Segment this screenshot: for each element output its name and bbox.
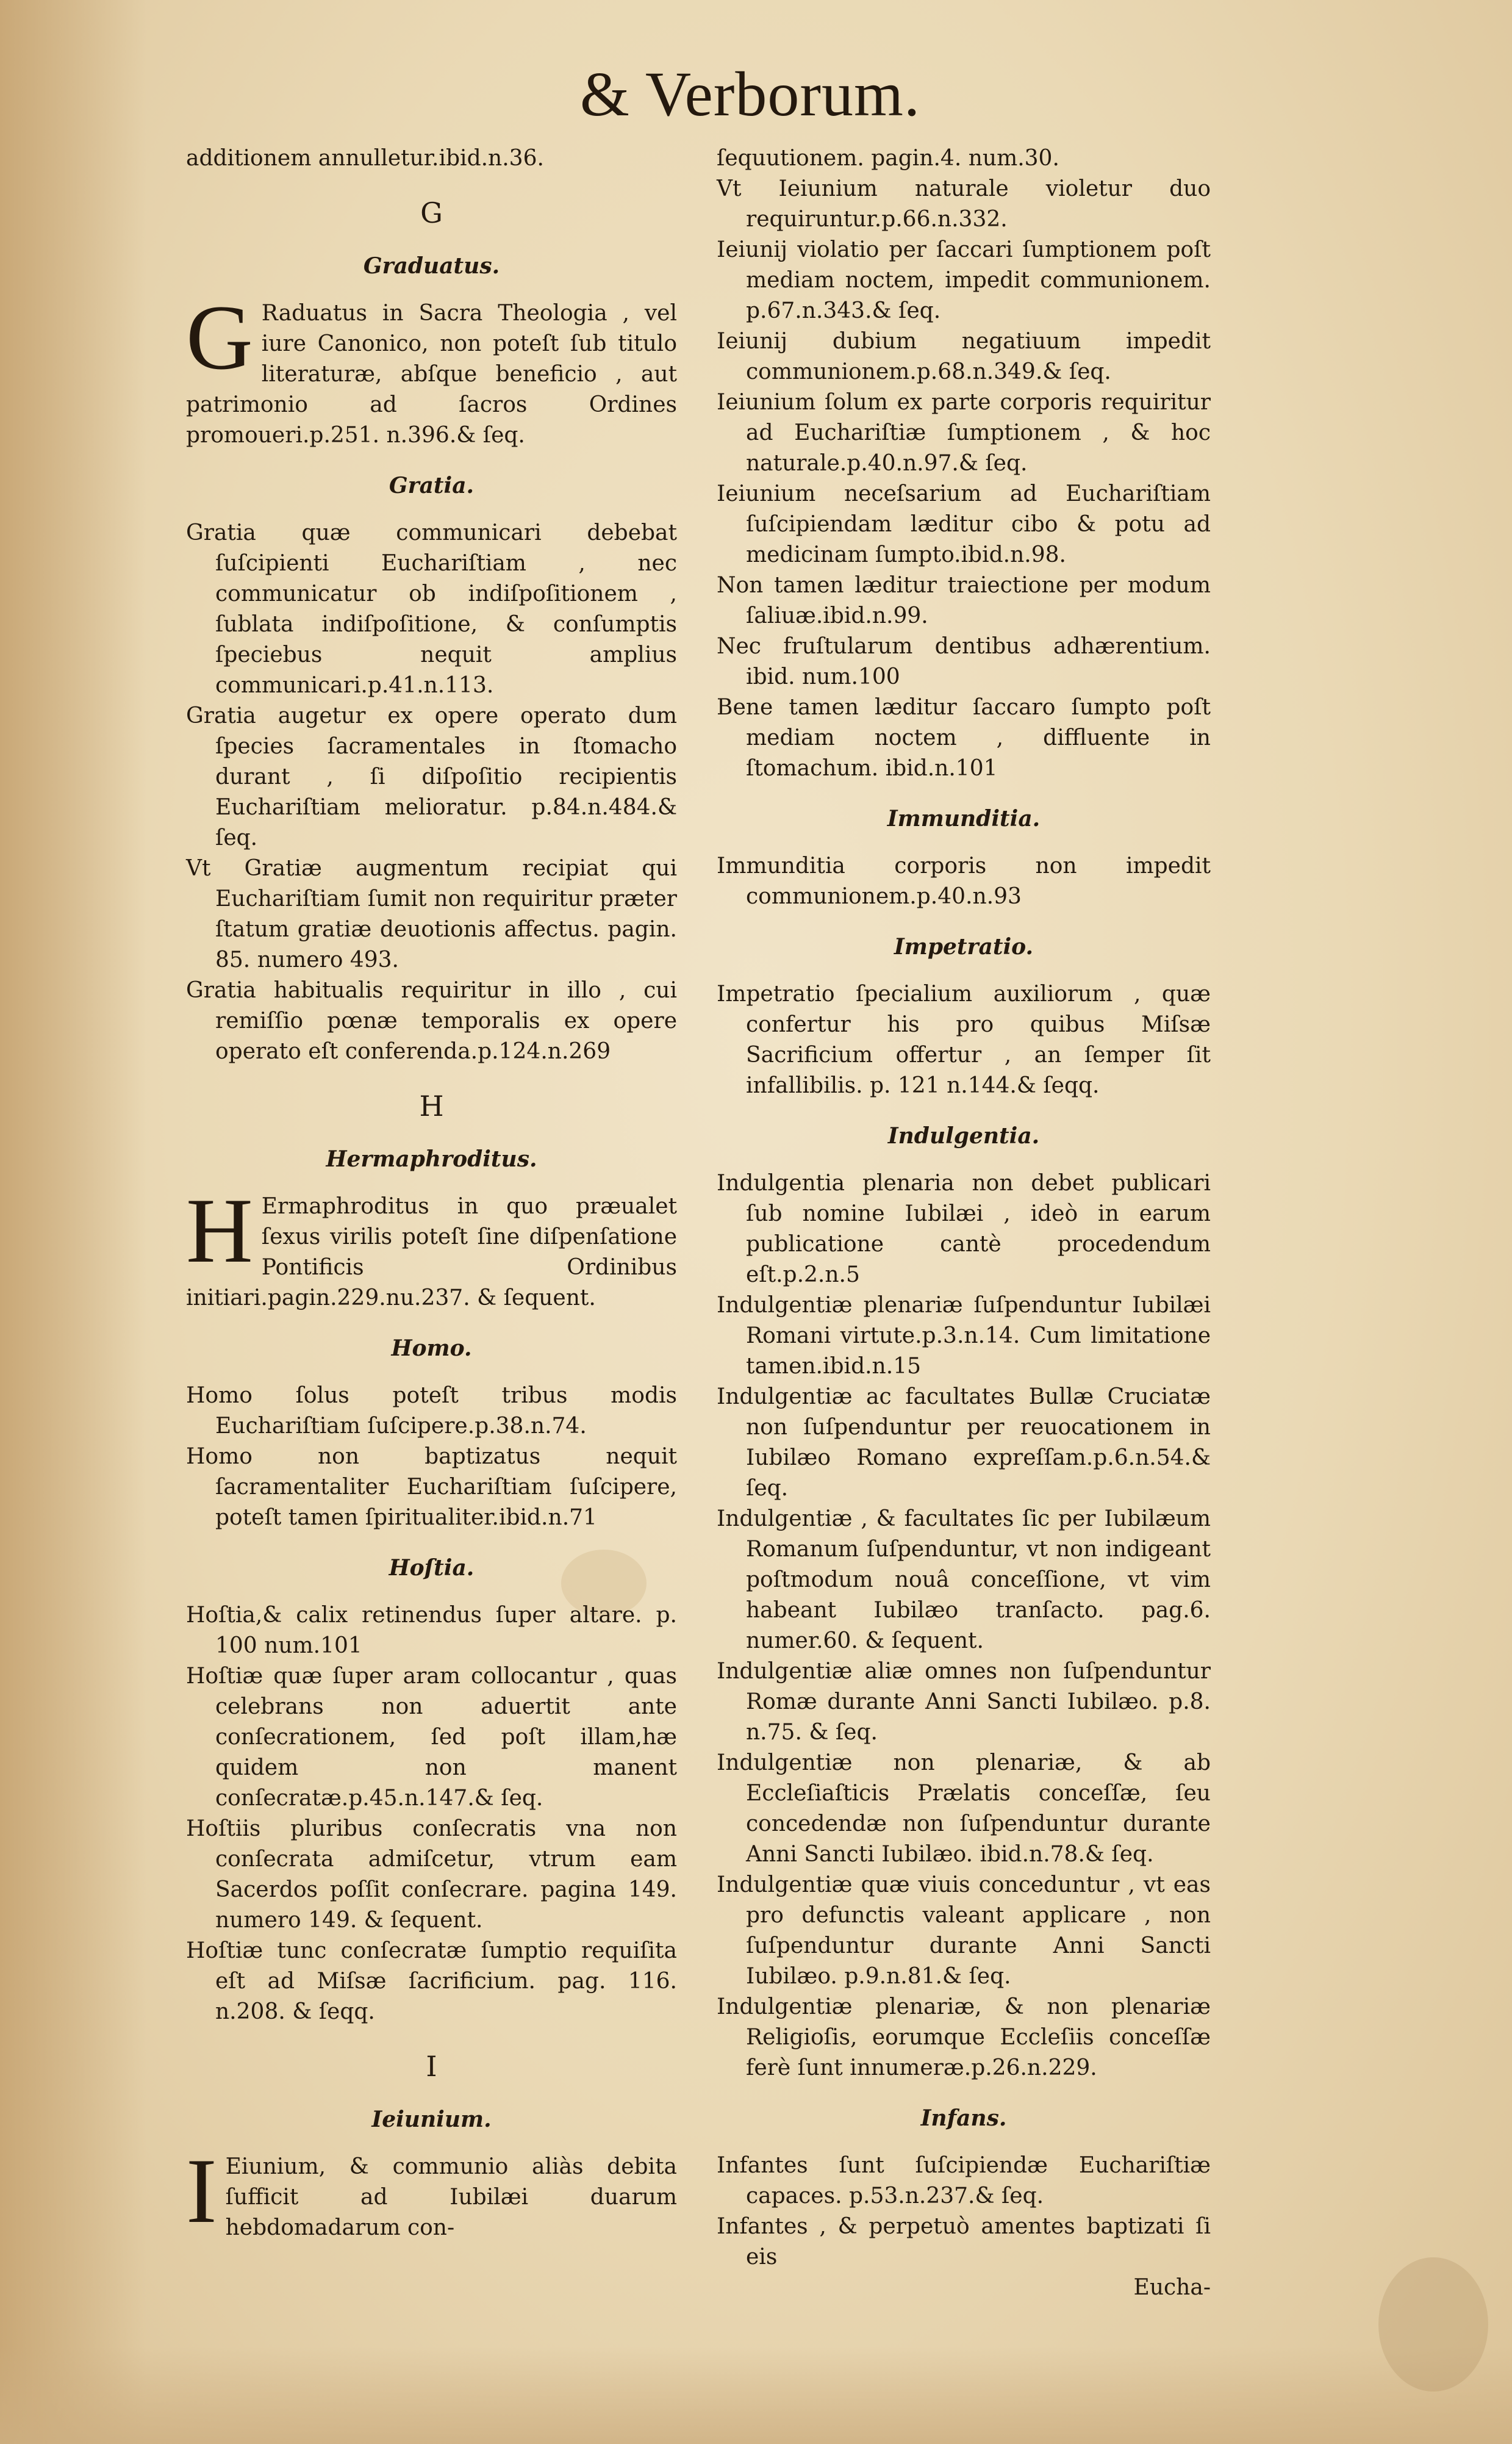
drop-cap: I (186, 2140, 217, 2242)
index-entry: Infantes ſunt ſuſcipiendæ Euchariſtiæ capaces. p.53.n.237.& ſeq. (717, 2153, 1211, 2209)
entry-text: Raduatus in Sacra Theologia , vel iure Canonico, non poteſt ſub titulo literaturæ, abſque beneficio , aut patrimonio ad ſacros Ordines promoueri.p.251. n.396.& ſeq. (186, 301, 677, 448)
index-entry (186, 1179, 677, 1314)
heading-homo: Homo. (391, 1335, 472, 1361)
index-entry: Ieiunium neceſsarium ad Euchariſtiam ſuſcipiendam læditur cibo & potu ad medicinam ſumpto.ibid.n.98. (717, 481, 1211, 567)
index-entry: Non tamen læditur traiectione per modum ſaliuæ.ibid.n.99. (717, 573, 1211, 628)
heading-hermaphroditus: Hermaphroditus. (326, 1146, 537, 1172)
heading-impetratio: Impetratio. (894, 934, 1034, 960)
section-letter-h: H (419, 1090, 444, 1123)
right-column (717, 143, 1211, 2303)
left-column (186, 143, 677, 2243)
index-entry: Indulgentiæ quæ viuis conceduntur , vt eas pro defunctis valeant applicare , non ſuſpenduntur durante Anni Sancti Iubilæo. p.9.n.81.& ſeq. (717, 1872, 1211, 1989)
index-entry: Indulgentiæ aliæ omnes non ſuſpenduntur Romæ durante Anni Sancti Iubilæo. p.8. n.75. & ſeq. (717, 1659, 1211, 1745)
index-entry (186, 286, 677, 451)
index-entry: Ieiunium ſolum ex parte corporis requiritur ad Euchariſtiæ ſumptionem , & hoc naturale.p.40.n.97.& ſeq. (717, 390, 1211, 476)
page-shadow-left (0, 0, 146, 2444)
index-entry: Bene tamen læditur ſaccaro ſumpto poſt mediam noctem , diffluente in ſtomachum. ibid.n.101 (717, 695, 1211, 781)
continuation-line: ſequutionem. pagin.4. num.30. (717, 146, 1059, 171)
page-shadow-bottom (0, 2346, 1512, 2444)
index-entry: Nec fruſtularum dentibus adhærentium. ibid. num.100 (717, 634, 1211, 689)
catchword: Eucha- (1133, 2275, 1211, 2300)
index-entry: Ieiunij dubium negatiuum impedit communionem.p.68.n.349.& ſeq. (717, 329, 1211, 384)
index-entry: Indulgentiæ plenariæ, & non plenariæ Religioſis, eorumque Eccleſiis conceſſæ ferè ſunt innumeræ.p.26.n.229. (717, 1994, 1211, 2080)
heading-ieiunium: Ieiunium. (371, 2107, 492, 2132)
index-entry: Indulgentia plenaria non debet publicari ſub nomine Iubilæi , ideò in earum publicatione cantè procedendum eſt.p.2.n.5 (717, 1171, 1211, 1287)
index-entry: Impetratio ſpecialium auxiliorum , quæ confertur his pro quibus Miſsæ Sacrificium offertur , an ſemper ſit infallibilis. p. 121 n.144.& ſeqq. (717, 982, 1211, 1098)
entry-text: Eiunium, & communio aliàs debita ſufficit ad Iubilæi duarum hebdomadarum con- (225, 2154, 677, 2240)
drop-cap: H (186, 1179, 253, 1282)
index-entry: Vt Gratiæ augmentum recipiat qui Euchariſtiam ſumit non requiritur præter ſtatum gratiæ deuotionis affectus. pagin. 85. numero 493. (186, 856, 677, 972)
index-entry: Hoſtiæ tunc conſecratæ ſumptio requiſita eſt ad Miſsæ ſacrificium. pag. 116. n.208. & ſeqq. (186, 1938, 677, 2024)
running-header: & Verborum. (580, 59, 920, 129)
heading-gratia: Gratia. (389, 473, 475, 498)
heading-graduatus: Graduatus. (363, 253, 500, 279)
section-letter-g: G (420, 196, 443, 229)
index-entry: Ieiunij violatio per ſaccari ſumptionem poſt mediam noctem, impedit communionem. p.67.n.343.& ſeq. (717, 237, 1211, 323)
paper-stain (1378, 2257, 1488, 2392)
heading-infans: Infans. (920, 2105, 1007, 2131)
index-entry: Indulgentiæ ac facultates Bullæ Cruciatæ non ſuſpenduntur per reuocationem in Iubilæo Romano expreſſam.p.6.n.54.& ſeq. (717, 1384, 1211, 1501)
index-entry: Gratia augetur ex opere operato dum ſpecies ſacramentales in ſtomacho durant , ſi diſpoſitio recipientis Euchariſtiam melioratur. p.84.n.484.& ſeq. (186, 703, 677, 850)
index-entry: Homo non baptizatus nequit ſacramentaliter Euchariſtiam ſuſcipere, poteſt tamen ſpiritualiter.ibid.n.71 (186, 1444, 677, 1530)
index-entry: Indulgentiæ non plenariæ, & ab Eccleſiaſticis Prælatis conceſſæ, ſeu concedendæ non ſuſpenduntur durante Anni Sancti Iubilæo. ibid.n.78.& ſeq. (717, 1750, 1211, 1867)
entry-text: Ermaphroditus in quo præualet ſexus virilis poteſt ſine diſpenſatione Pontificis Ordinibus initiari.pagin.229.nu.237. & ſequent. (186, 1194, 677, 1310)
section-letter-i: I (426, 2050, 437, 2083)
index-entry: Hoſtiis pluribus conſecratis vna non conſecrata admiſcetur, vtrum eam Sacerdos poſſit conſecrare. pagina 149. numero 149. & ſequent. (186, 1816, 677, 1933)
index-entry: Vt Ieiunium naturale violetur duo requiruntur.p.66.n.332. (717, 176, 1211, 232)
index-entry: Indulgentiæ plenariæ ſuſpenduntur Iubilæi Romani virtute.p.3.n.14. Cum limitatione tamen.ibid.n.15 (717, 1293, 1211, 1379)
heading-immunditia: Immunditia. (887, 806, 1041, 832)
drop-cap: G (186, 286, 253, 389)
index-entry (186, 2140, 677, 2243)
index-entry: Infantes , & perpetuò amentes baptizati ſi eis (717, 2214, 1211, 2270)
heading-hostia: Hoſtia. (389, 1555, 475, 1581)
index-entry: Hoſtiæ quæ ſuper aram collocantur , quas celebrans non aduertit ante conſecrationem, ſed poſt illam,hæ quidem non manent conſecratæ.p.45.n.147.& ſeq. (186, 1664, 677, 1811)
heading-indulgentia: Indulgentia. (887, 1123, 1040, 1149)
index-entry: Immunditia corporis non impedit communionem.p.40.n.93 (717, 854, 1211, 909)
index-entry: Gratia quæ communicari debebat ſuſcipienti Euchariſtiam , nec communicatur ob indiſpoſitionem , ſublata indiſpoſitione, & conſumptis ſpeciebus nequit amplius communicari.p.41.n.113. (186, 520, 677, 698)
index-entry: Gratia habitualis requiritur in illo , cui remiſſio pœnæ temporalis ex opere operato eſt conferenda.p.124.n.269 (186, 978, 677, 1064)
index-entry: Indulgentiæ , & facultates ſic per Iubilæum Romanum ſuſpenduntur, vt non indigeant poſtmodum nouâ conceſſione, vt vim habeant Iubilæo tranſacto. pag.6. numer.60. & ſequent. (717, 1506, 1211, 1653)
index-entry: Hoſtia,& calix retinendus ſuper altare. p. 100 num.101 (186, 1603, 677, 1658)
index-entry: Homo ſolus poteſt tribus modis Euchariſtiam ſuſcipere.p.38.n.74. (186, 1383, 677, 1439)
continuation-line: additionem annulletur.ibid.n.36. (186, 146, 544, 171)
